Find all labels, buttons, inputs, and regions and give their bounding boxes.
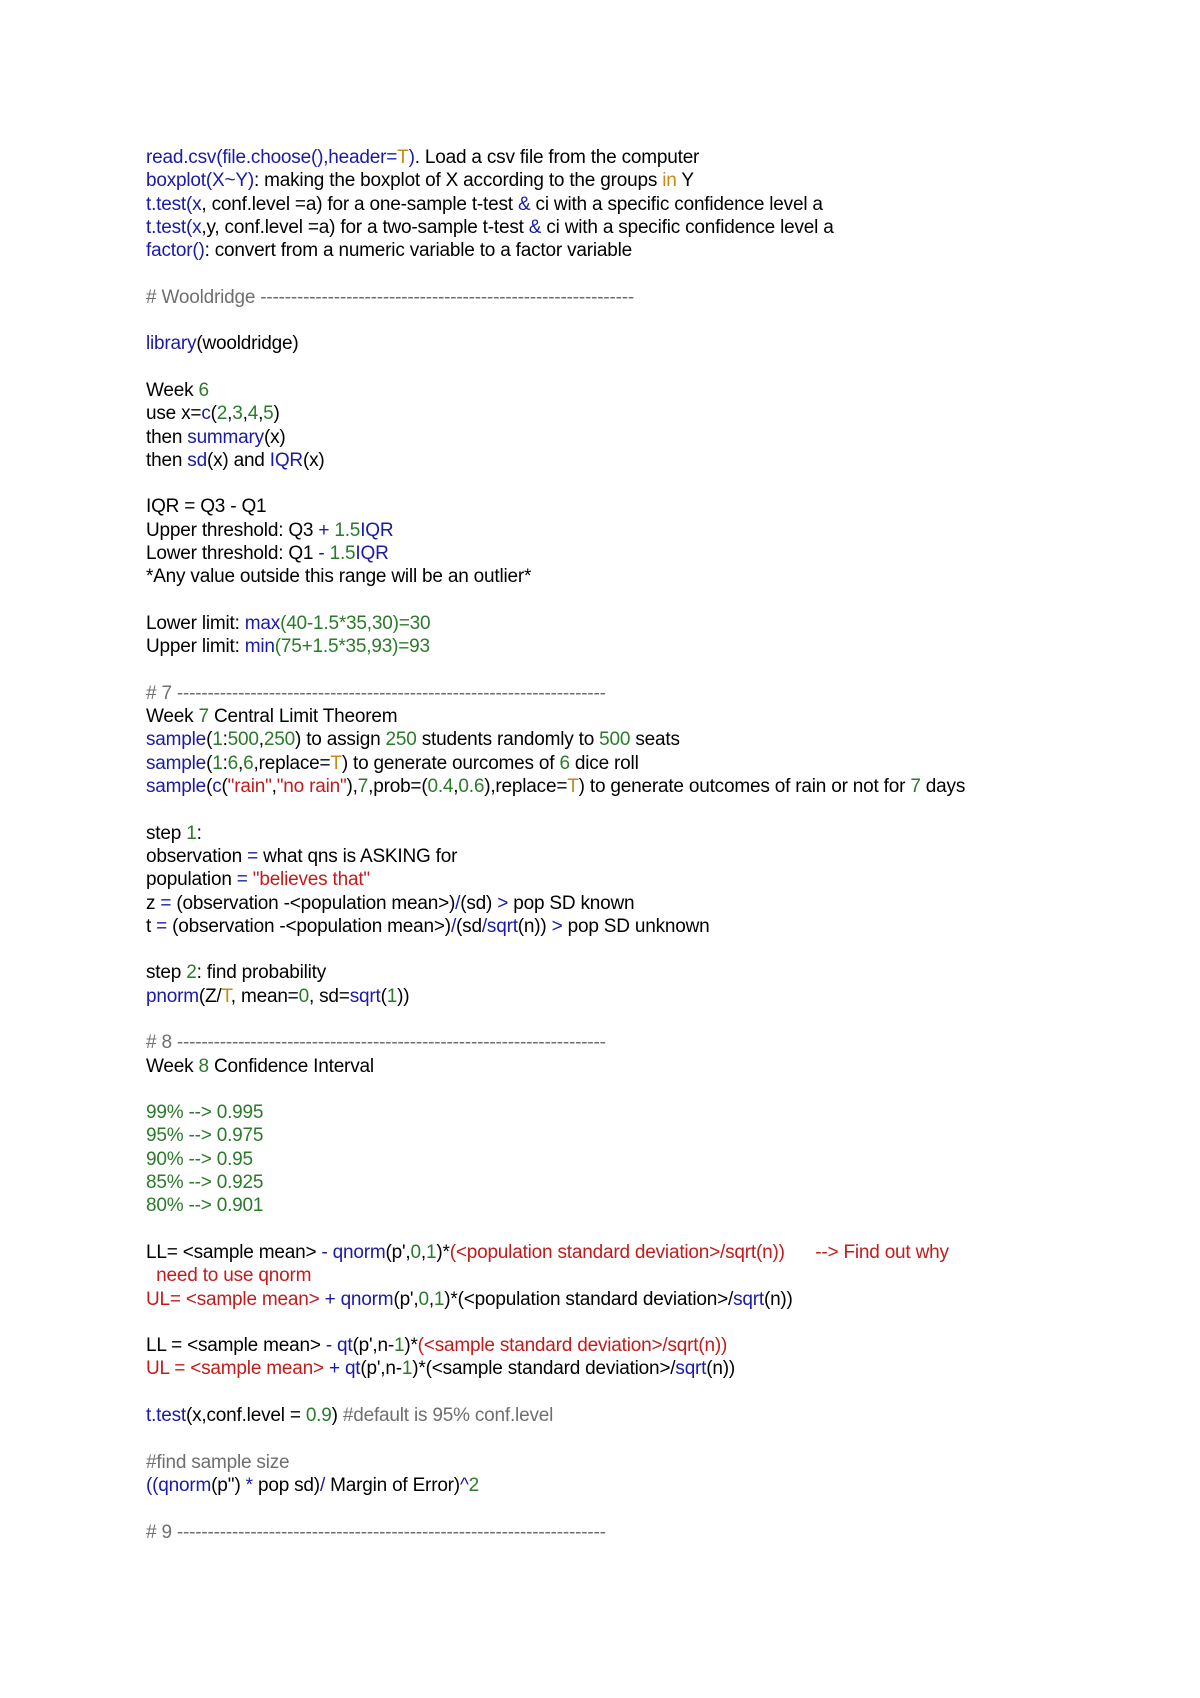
text-segment: , [271, 776, 277, 798]
text-segment: (wooldridge) [196, 333, 299, 355]
text-segment: 90% --> 0.95 [146, 1148, 253, 1170]
text-segment: ( [221, 776, 228, 798]
text-segment: & [528, 216, 542, 238]
text-segment: Week [146, 706, 199, 728]
text-segment: boxplot(X~Y) [146, 170, 254, 192]
text-segment: T [330, 752, 342, 774]
text-line [146, 286, 1106, 309]
text-segment: Margin of Error) [325, 1474, 460, 1496]
blank-line [146, 659, 1106, 682]
text-segment: 1 [386, 985, 398, 1007]
text-segment: #default is 95% conf.level [342, 1405, 554, 1427]
text-segment: ), [346, 776, 358, 798]
text-line [146, 1264, 1106, 1287]
text-segment: 2 [186, 962, 197, 984]
text-line [146, 495, 1106, 518]
text-segment: t.test(x [146, 193, 202, 215]
text-segment: 1 [401, 1358, 413, 1380]
text-segment: 250 [385, 729, 417, 751]
text-segment: 0.9 [305, 1405, 332, 1427]
text-segment: 1 [433, 1288, 445, 1310]
text-segment: (observation -<population mean>) [167, 915, 451, 937]
text-segment: # 8 ---------------------------------------------------------------------- [146, 1032, 606, 1054]
text-segment: : [196, 822, 202, 844]
text-segment: (x) [263, 426, 286, 448]
text-segment: ( [206, 729, 213, 751]
text-segment: (n)) [706, 1358, 736, 1380]
text-segment: (75+1.5*35,93)=93 [274, 636, 430, 658]
text-segment: 1 [212, 729, 223, 751]
text-segment: IQR = Q3 - Q1 [146, 496, 267, 518]
text-segment: (n)) [517, 915, 552, 937]
text-segment: > [551, 915, 563, 937]
text-segment: c [201, 403, 211, 425]
text-line [146, 985, 1106, 1008]
text-segment: use x= [146, 403, 202, 425]
blank-line [146, 356, 1106, 379]
text-segment: 6 [227, 752, 239, 774]
text-segment: (<population standard deviation>/sqrt(n)) --> Find out why [449, 1241, 949, 1263]
text-segment: 7 [910, 776, 921, 798]
text-segment: IQR [269, 449, 303, 471]
text-segment: 7 [198, 706, 209, 728]
text-segment: (p',n- [352, 1335, 394, 1357]
text-line [146, 1055, 1106, 1078]
text-segment: "no rain" [276, 776, 347, 798]
text-segment: , [227, 403, 233, 425]
text-line [146, 892, 1106, 915]
text-segment: : making the boxplot of X according to the groups [253, 170, 663, 192]
text-segment: /sqrt [481, 915, 518, 937]
text-segment: = [236, 869, 248, 891]
text-line [146, 1357, 1106, 1380]
text-segment: 7 [357, 776, 369, 798]
text-segment: (sd [456, 915, 482, 937]
text-segment: "believes that" [252, 869, 370, 891]
text-segment: IQR [355, 543, 389, 565]
text-segment: : convert from a numeric variable to a factor variable [204, 240, 633, 262]
text-line [146, 239, 1106, 262]
text-segment: - [318, 543, 330, 565]
text-segment: ,prob=( [368, 776, 428, 798]
text-segment: 0 [298, 985, 309, 1007]
text-segment: ((qnorm [146, 1474, 212, 1496]
text-segment: ,y, conf.level =a) for a two-sample t-test [201, 216, 529, 238]
text-segment: 4 [247, 403, 259, 425]
text-line [146, 775, 1106, 798]
text-segment: t [146, 915, 157, 937]
text-segment: = [156, 915, 168, 937]
text-segment: pop sd) [252, 1474, 320, 1496]
text-segment: ) to generate outcomes of rain or not for [578, 776, 911, 798]
text-segment: / [455, 892, 461, 914]
text-segment: LL = <sample mean> [146, 1335, 326, 1357]
text-line [146, 146, 1106, 169]
text-segment: 8 [198, 1055, 209, 1077]
text-segment: Confidence Interval [208, 1055, 374, 1077]
text-segment: & [517, 193, 531, 215]
text-segment: then [146, 426, 188, 448]
text-segment: 1.5 [334, 519, 361, 541]
text-segment: , conf.level =a) for a one-sample t-test [201, 193, 518, 215]
text-segment: ) to assign [294, 729, 386, 751]
blank-line [146, 1008, 1106, 1031]
text-segment: / [450, 915, 457, 937]
text-segment: Upper threshold: Q3 [146, 519, 319, 541]
text-segment: ^ [459, 1474, 469, 1496]
text-segment: 0 [418, 1288, 429, 1310]
text-segment: Lower threshold: Q1 [146, 543, 319, 565]
text-segment: . Load a csv file from the computer [414, 147, 700, 168]
text-segment: c [212, 776, 222, 798]
text-segment: : [222, 752, 228, 774]
text-segment: 6 [198, 379, 209, 401]
text-segment: max [244, 612, 281, 634]
text-segment: read.csv(file.choose(),header= [146, 147, 398, 168]
blank-line [146, 1311, 1106, 1334]
text-line [146, 868, 1106, 891]
text-segment: 1 [425, 1241, 437, 1263]
text-line [146, 682, 1106, 705]
text-line [146, 752, 1106, 775]
text-segment: t.test [146, 1405, 186, 1427]
text-segment: sqrt [349, 985, 381, 1007]
text-segment: , [238, 752, 244, 774]
text-segment: *Any value outside this range will be an outlier* [146, 566, 532, 588]
text-segment: 500 [599, 729, 631, 751]
text-line [146, 612, 1106, 635]
text-segment: step [146, 822, 187, 844]
blank-line [146, 1078, 1106, 1101]
text-line [146, 705, 1106, 728]
text-line [146, 1101, 1106, 1124]
text-segment: 85% --> 0.925 [146, 1172, 264, 1194]
text-segment: 99% --> 0.995 [146, 1102, 264, 1124]
text-segment: Lower limit: [146, 612, 245, 634]
text-segment: 500 [227, 729, 259, 751]
blank-line [146, 798, 1106, 821]
text-line [146, 1288, 1106, 1311]
text-segment: )*(<sample standard deviation>/ [412, 1358, 676, 1380]
text-line [146, 915, 1106, 938]
text-line [146, 169, 1106, 192]
text-line [146, 822, 1106, 845]
text-segment: ( [380, 985, 387, 1007]
text-segment: = [247, 845, 259, 867]
text-segment: UL= <sample mean> [146, 1288, 325, 1310]
text-segment: 0.4 [427, 776, 454, 798]
text-segment: (p'') [211, 1474, 246, 1496]
text-segment: library [146, 333, 197, 355]
text-segment: (p', [385, 1241, 411, 1263]
text-segment: - qt [325, 1335, 353, 1357]
text-segment: z [146, 892, 161, 914]
blank-line [146, 589, 1106, 612]
text-segment: )) [397, 985, 410, 1007]
text-segment: in [662, 170, 677, 192]
text-segment: Week [146, 1055, 199, 1077]
text-segment: sample [146, 729, 207, 751]
blank-line [146, 1381, 1106, 1404]
text-segment: ) [331, 1405, 343, 1427]
text-segment: # 9 ---------------------------------------------------------------------- [146, 1521, 606, 1543]
text-line [146, 1334, 1106, 1357]
text-segment: days [920, 776, 966, 798]
text-segment: , [428, 1288, 434, 1310]
text-segment: UL = <sample mean> [146, 1358, 329, 1380]
text-segment: - qnorm [321, 1241, 386, 1263]
text-segment: factor() [146, 240, 205, 262]
text-segment: sample [146, 776, 207, 798]
blank-line [146, 262, 1106, 285]
text-segment: )*(<population standard deviation>/ [444, 1288, 734, 1310]
text-segment: LL= <sample mean> [146, 1241, 322, 1263]
text-line [146, 426, 1106, 449]
text-segment: sample [146, 752, 207, 774]
document-body [146, 146, 1106, 1544]
text-segment: 0.6 [458, 776, 485, 798]
text-line [146, 1124, 1106, 1147]
text-segment: Week [146, 379, 199, 401]
text-segment: 6 [559, 752, 570, 774]
text-segment: pop SD unknown [562, 915, 710, 937]
text-segment: ),replace= [484, 776, 568, 798]
text-segment: # Wooldridge ------------------------------------------------------------- [146, 286, 635, 308]
text-segment: (40-1.5*35,30)=30 [280, 612, 431, 634]
text-segment: seats [630, 729, 680, 751]
text-line [146, 1031, 1106, 1054]
text-segment: (x,conf.level = [185, 1405, 306, 1427]
text-segment: : find probability [196, 962, 327, 984]
text-segment: 1.5 [329, 543, 356, 565]
text-segment: ( [206, 752, 213, 774]
text-line [146, 542, 1106, 565]
text-segment: need to use qnorm [146, 1265, 312, 1287]
text-segment: 5 [263, 403, 274, 425]
text-segment: sqrt [675, 1358, 707, 1380]
text-segment: = [160, 892, 172, 914]
text-segment: # 7 ---------------------------------------------------------------------- [146, 682, 606, 704]
text-segment: + qt [328, 1358, 361, 1380]
text-segment: 6 [243, 752, 254, 774]
text-segment: Y [676, 170, 694, 192]
text-segment: , [258, 729, 264, 751]
blank-line [146, 938, 1106, 961]
text-segment: t.test(x [146, 216, 202, 238]
text-segment: (<sample standard deviation>/sqrt(n)) [417, 1335, 728, 1357]
text-segment: observation [146, 845, 248, 867]
text-segment: "rain" [227, 776, 272, 798]
text-segment: * [245, 1474, 253, 1496]
text-segment: 1 [212, 752, 223, 774]
text-segment: , [453, 776, 459, 798]
text-line [146, 1171, 1106, 1194]
text-segment: , [420, 1241, 426, 1263]
text-segment: )* [436, 1241, 450, 1263]
text-segment: #find sample size [146, 1451, 290, 1473]
text-segment: sd [187, 449, 207, 471]
text-segment: students randomly to [416, 729, 600, 751]
text-segment: )* [404, 1335, 418, 1357]
text-segment: ( [210, 403, 217, 425]
text-segment: Central Limit Theorem [208, 706, 398, 728]
text-segment: 3 [232, 403, 243, 425]
text-line [146, 565, 1106, 588]
text-segment: then [146, 449, 188, 471]
text-segment: pop SD known [508, 892, 635, 914]
text-segment: ,replace= [253, 752, 331, 774]
text-segment: pnorm [146, 985, 199, 1007]
text-segment: + [318, 519, 335, 541]
text-segment: ( [206, 776, 213, 798]
text-segment: 80% --> 0.901 [146, 1195, 264, 1217]
text-line [146, 332, 1106, 355]
text-segment: summary [187, 426, 264, 448]
blank-line [146, 1497, 1106, 1520]
text-segment: step [146, 962, 187, 984]
text-segment: 95% --> 0.975 [146, 1125, 264, 1147]
text-segment: / [319, 1474, 326, 1496]
text-segment: , sd= [308, 985, 350, 1007]
text-line [146, 635, 1106, 658]
text-segment: (observation -<population mean>) [171, 892, 456, 914]
text-segment: + qnorm [324, 1288, 394, 1310]
blank-line [146, 1427, 1106, 1450]
text-line [146, 1241, 1106, 1264]
text-segment: ci with a specific confidence level a [530, 193, 823, 215]
text-segment: sqrt [733, 1288, 764, 1310]
text-segment: : [222, 729, 228, 751]
text-segment: , [242, 403, 248, 425]
text-segment: (sd) [460, 892, 498, 914]
text-line [146, 379, 1106, 402]
text-segment: (x) [302, 449, 325, 471]
blank-line [146, 309, 1106, 332]
text-segment: 0 [410, 1241, 421, 1263]
text-segment: 1 [186, 822, 197, 844]
text-segment: T [567, 776, 579, 798]
text-segment: 1 [393, 1335, 405, 1357]
text-line [146, 845, 1106, 868]
text-line [146, 1521, 1106, 1544]
text-segment: 2 [216, 403, 228, 425]
text-segment: , [258, 403, 264, 425]
text-line [146, 193, 1106, 216]
text-segment: 2 [468, 1474, 480, 1496]
text-line [146, 1474, 1106, 1497]
text-segment: (p',n- [360, 1358, 402, 1380]
text-segment: ci with a specific confidence level a [541, 216, 834, 238]
text-line [146, 519, 1106, 542]
text-segment: ) to generate ourcomes of [341, 752, 560, 774]
text-segment: population [146, 869, 237, 891]
text-segment: > [497, 892, 509, 914]
text-segment: T [397, 147, 409, 168]
text-segment: (x) and [206, 449, 270, 471]
text-segment: (Z/ [198, 985, 222, 1007]
text-segment: min [244, 636, 275, 658]
text-line [146, 961, 1106, 984]
text-line [146, 1404, 1106, 1427]
blank-line [146, 472, 1106, 495]
text-segment: IQR [360, 519, 394, 541]
blank-line [146, 1218, 1106, 1241]
text-segment: Upper limit: [146, 636, 245, 658]
text-line [146, 402, 1106, 425]
text-segment: ) [273, 403, 280, 425]
text-segment: ) [408, 147, 415, 168]
text-segment: 250 [263, 729, 295, 751]
text-line [146, 1148, 1106, 1171]
text-segment: what qns is ASKING for [258, 845, 458, 867]
text-line [146, 449, 1106, 472]
text-line [146, 1194, 1106, 1217]
text-segment: (n)) [763, 1288, 793, 1310]
text-segment: dice roll [569, 752, 639, 774]
text-segment: , mean= [230, 985, 299, 1007]
text-segment: T [221, 985, 231, 1007]
text-line [146, 216, 1106, 239]
text-line [146, 1451, 1106, 1474]
text-segment: (p', [393, 1288, 419, 1310]
text-line [146, 728, 1106, 751]
